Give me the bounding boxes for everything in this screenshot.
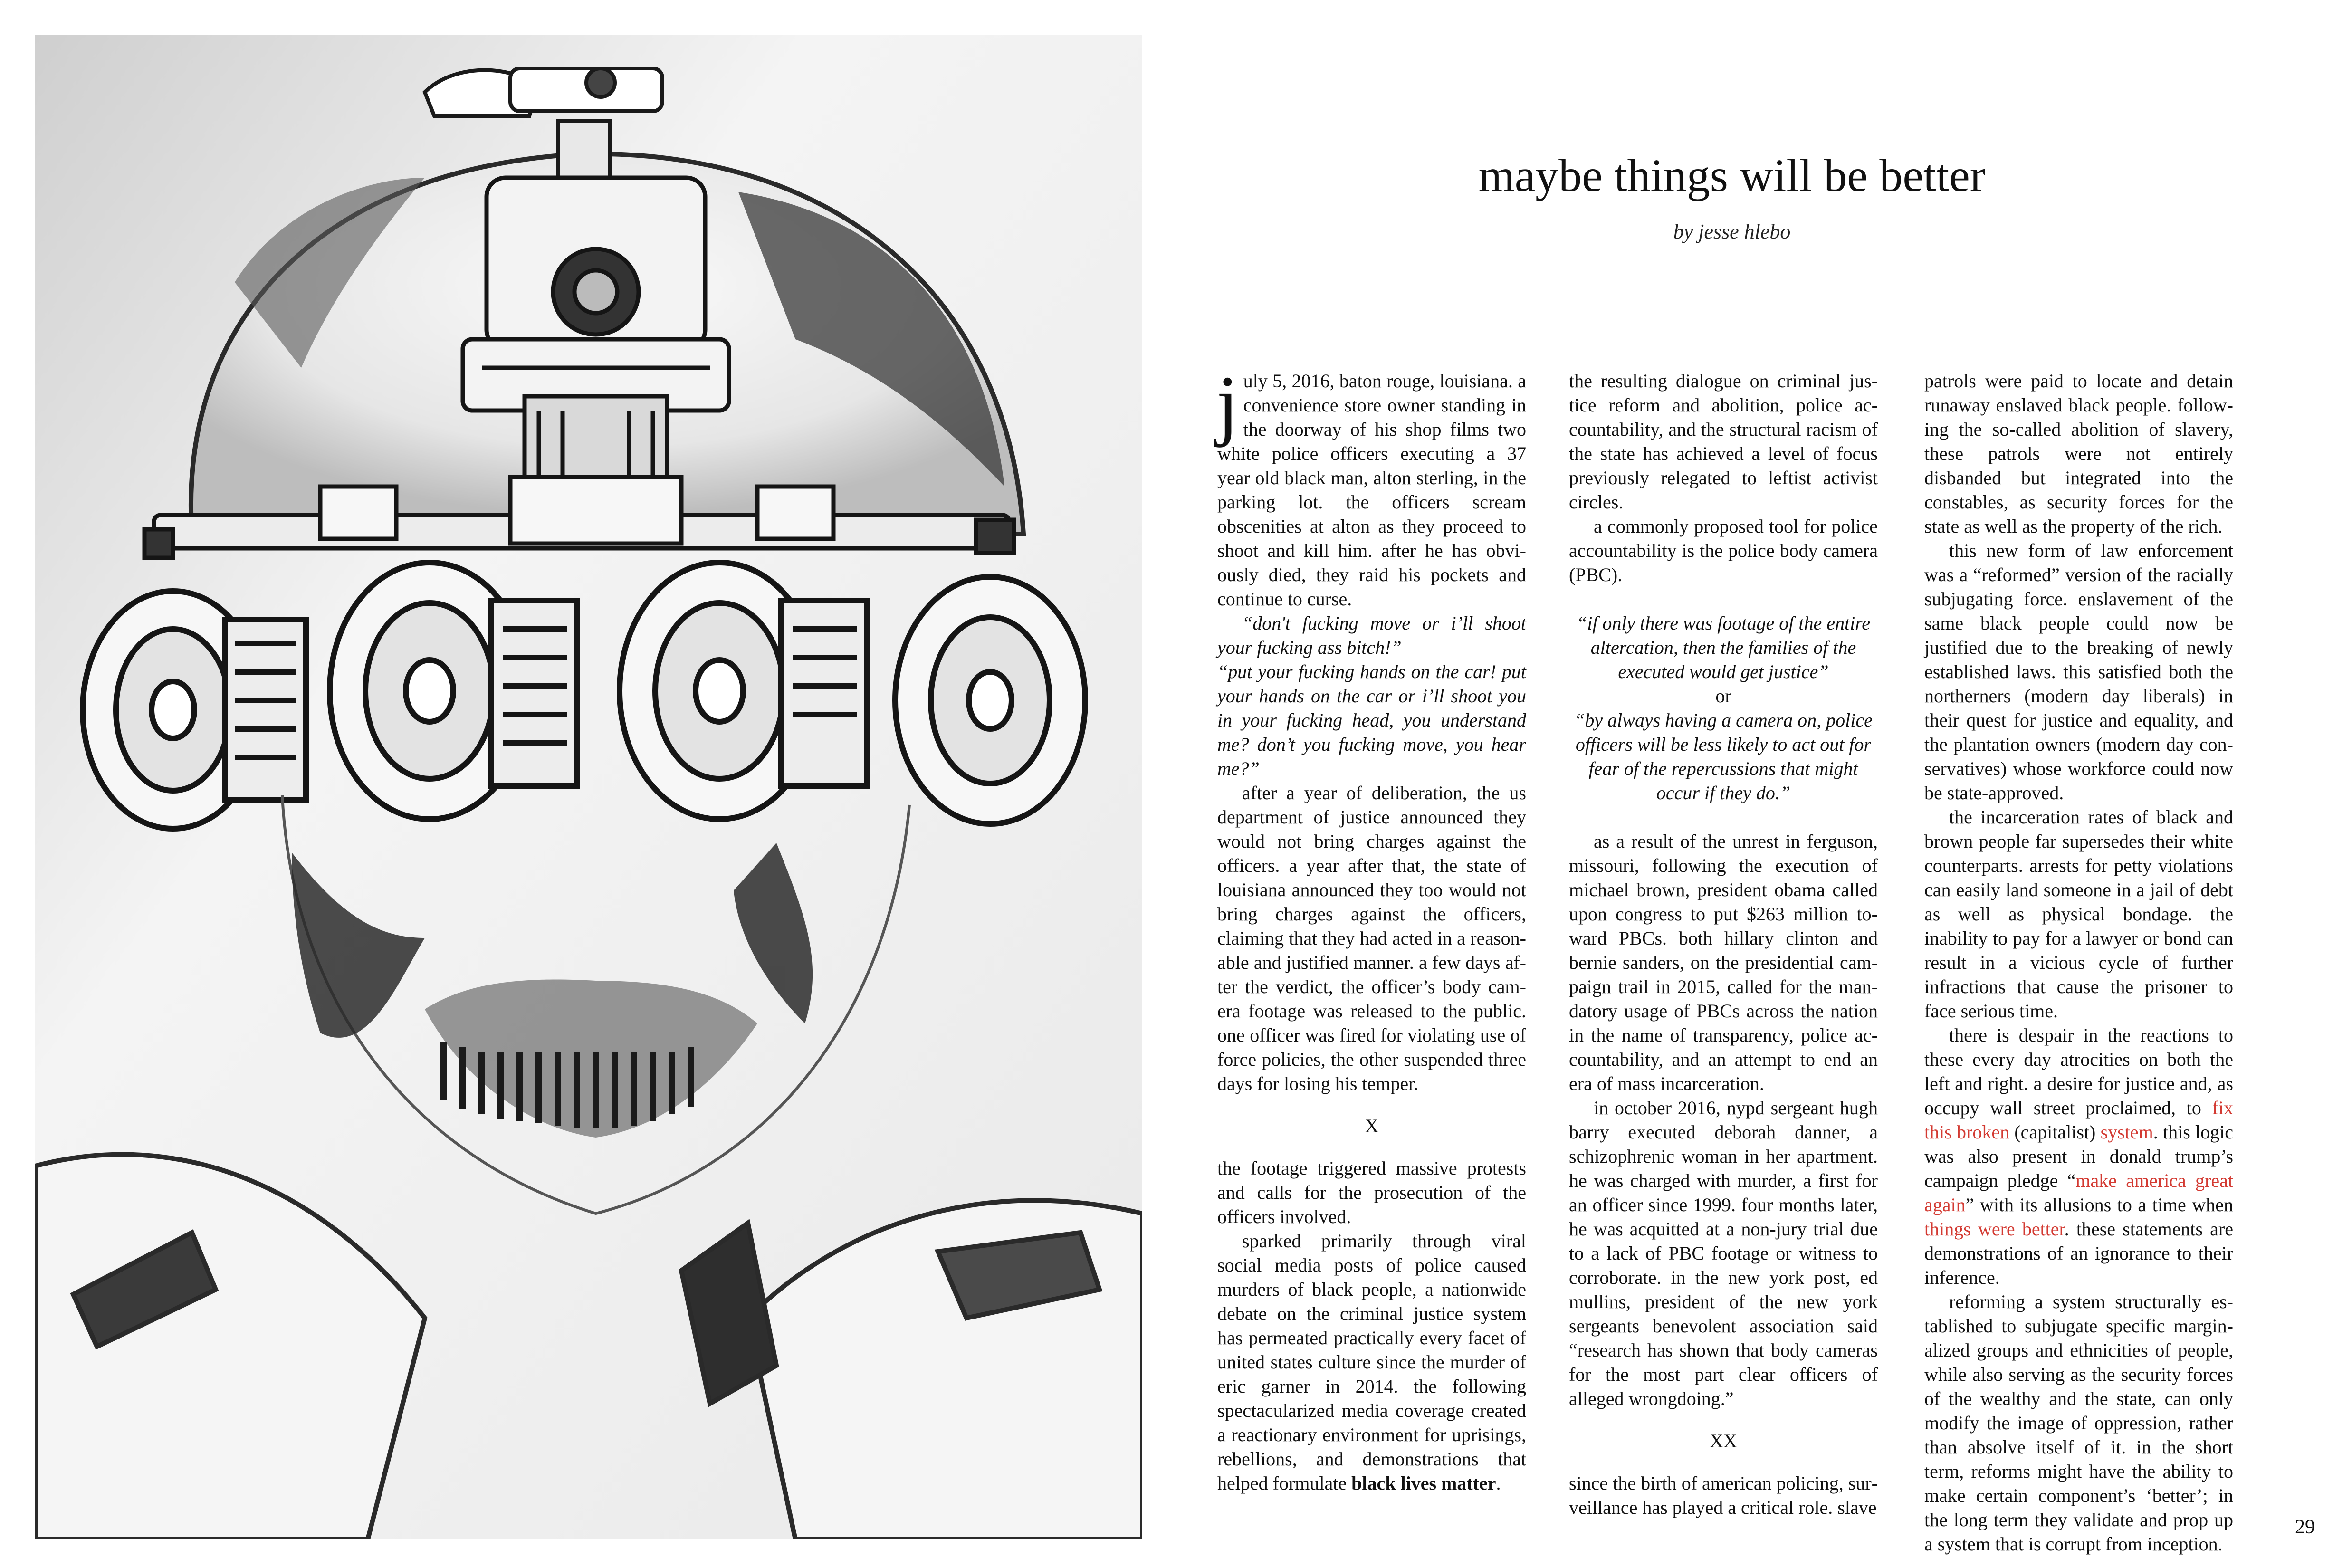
paragraph <box>1924 1023 2233 1290</box>
centered-quote-1: “if only there was footage of the entire altercation, then the families of the executed would get justice” <box>1576 612 1871 682</box>
highlight-fix-this-broken: fix this broken <box>1924 1097 2234 1143</box>
spacer <box>1569 805 1878 829</box>
paragraph: this new form of law enforcement was a “reformed” version of the racially subjugating force. enslavement of the same black people could now be justified due to the breaking of newly established laws. this satisfied both the northerners (modern day liberals) in their quest for justice and equality, and the plantation owners (modern day conservatives) whose workforce could now be state-approved. <box>1924 540 2233 803</box>
article-column-2 <box>1569 369 1878 1520</box>
nvg-tube-4 <box>895 577 1085 824</box>
paragraph: as a result of the unrest in ferguson, missouri, following the execution of michael brown, president obama called upon congress to put $263 million toward PBCs. both hillary clinton and bernie sanders, on the presidential campaign trail in 2015, called for the mandatory usage of PBCs across the nation in the name of transparency, police accountability, and an attempt to end an era of mass incarceration. <box>1569 831 1878 1094</box>
paragraph: a commonly proposed tool for police accountability is the police body camera (PBC). <box>1569 516 1878 585</box>
quote-1: “don't fucking move or i’ll shoot your fucking ass bitch!” <box>1217 612 1526 658</box>
nvg-tube-2 <box>330 563 577 819</box>
paragraph: the resulting dialogue on criminal justice reform and abolition, police accountability, and the structural racism of the state has achieved a level of focus previously relegated to leftist activist circles. <box>1569 370 1878 513</box>
drop-cap: j <box>1216 360 1239 448</box>
highlight-system: system <box>2100 1121 2153 1143</box>
article-column-1 <box>1216 360 1526 1495</box>
artwork-night-vision-portrait <box>35 35 1142 1539</box>
paragraph <box>1217 1229 1526 1495</box>
text-run: . this logic was also present in donald trump’s campaign pledge “ <box>1924 1121 2233 1191</box>
quote-2: “put your fucking hands on the car! put your hands on the car or i’ll shoot you in your fucking head, you understand me? don’t you fucking move, you hear me?” <box>1217 661 1526 779</box>
paragraph: the incarceration rates of black and brown people far supersedes their white counterparts. arrests for petty violations can easily land someone in a jail of debt as well as physical bondage. the inability to pay for a lawyer or bond can result in a vicious cycle of further infractions that cause the prisoner to face serious time. <box>1924 806 2233 1022</box>
text-run: . these statements are demonstrations of an ignorance to their inference. <box>1924 1218 2233 1288</box>
highlight-maga: make america great again <box>1924 1170 2233 1215</box>
nvg-tube-3 <box>620 563 867 819</box>
paragraph: reforming a system structurally established to subjugate specific marginalized groups and ethnicities of people, while also serving as the security forces of the wealthy and the state, can only modify the image of oppression, rather than absolve itself of it. in the short term, reforms might have the ability to make certain component’s ‘better’; in the long term they validate and prop up a system that is corrupt from inception. <box>1924 1291 2233 1555</box>
article-byline: by jesse hlebo <box>1673 220 1791 243</box>
text-run: . <box>1496 1472 1501 1494</box>
text-run: sparked primarily through viral social media posts of police caused murders of black people, a nationwide debate on the criminal justice system has permeated practically every facet of united states culture since the murder of eric garner in 2014. the following spectacularized media coverage created a reactionary environment for uprisings, rebellions, and demonstrations that helped formulate <box>1217 1230 1526 1494</box>
page-number: 29 <box>2295 1516 2315 1538</box>
paragraph: after a year of deliberation, the us department of justice announced they would not bring charges against the officers. a year after that, the state of louisiana announced they too would not bring charges against the officers, claiming that they had acted in a reasonable and justified manner. a few days after the verdict, the officer’s body camera footage was released to the public. one officer was fired for violating use of force policies, the other suspended three days for losing his temper. <box>1217 782 1526 1094</box>
quote-connector: or <box>1715 685 1731 707</box>
centered-quote-2: “by always having a camera on, police officers will be less likely to act out for fear of the repercussions that might occur if they do.” <box>1574 709 1873 803</box>
nvg-tube-1 <box>83 591 306 829</box>
paragraph: since the birth of american policing, surveillance has played a critical role. slave <box>1569 1472 1878 1518</box>
text-run: (capitalist) <box>2014 1121 2096 1143</box>
section-separator: X <box>1365 1115 1379 1137</box>
article-title: maybe things will be better <box>1478 150 1986 201</box>
paragraph-opening <box>1216 360 1526 611</box>
article-column-3 <box>1924 369 2233 1556</box>
black-lives-matter-emphasis: black lives matter <box>1351 1472 1496 1494</box>
paragraph: patrols were paid to locate and detain runaway enslaved black people. following the so-called abolition of slavery, these patrols were not entirely disbanded but integrated into the constables, as security forces for the state as well as the property of the rich. <box>1924 370 2233 537</box>
text-run: ” with its allusions to a time when <box>1965 1194 2233 1215</box>
opening-text: uly 5, 2016, baton rouge, louisiana. a convenience store owner standing in the doorway of his shop films two white police officers executing a 37 year old black man, alton sterling, in the parking lot. the officers scream obscenities at alton as they proceed to shoot and kill him. after he has obviously died, they raid his pockets and continue to curse. <box>1217 370 1526 610</box>
text-run: there is despair in the reactions to these every day atrocities on both the left and right. a desire for justice and, as occupy wall street proclaimed, to <box>1924 1024 2233 1119</box>
paragraph: in october 2016, nypd sergeant hugh barry executed deborah danner, a schizophrenic woman in her apartment. he was charged with murder, a first for an officer since 1999. four months later, he was acquitted at a non-jury trial due to a lack of PBC footage or witness to corroborate. in the new york post, ed mullins, president of the new york sergeants benevolent association said “research has shown that body cameras for the most part clear officers of alleged wrongdoing.” <box>1569 1097 1878 1409</box>
section-separator: XX <box>1710 1430 1737 1452</box>
highlight-things-were-better: things were better <box>1924 1218 2065 1240</box>
spacer <box>1569 587 1878 611</box>
paragraph: the footage triggered massive protests and calls for the prosecution of the officers involved. <box>1217 1157 1526 1227</box>
